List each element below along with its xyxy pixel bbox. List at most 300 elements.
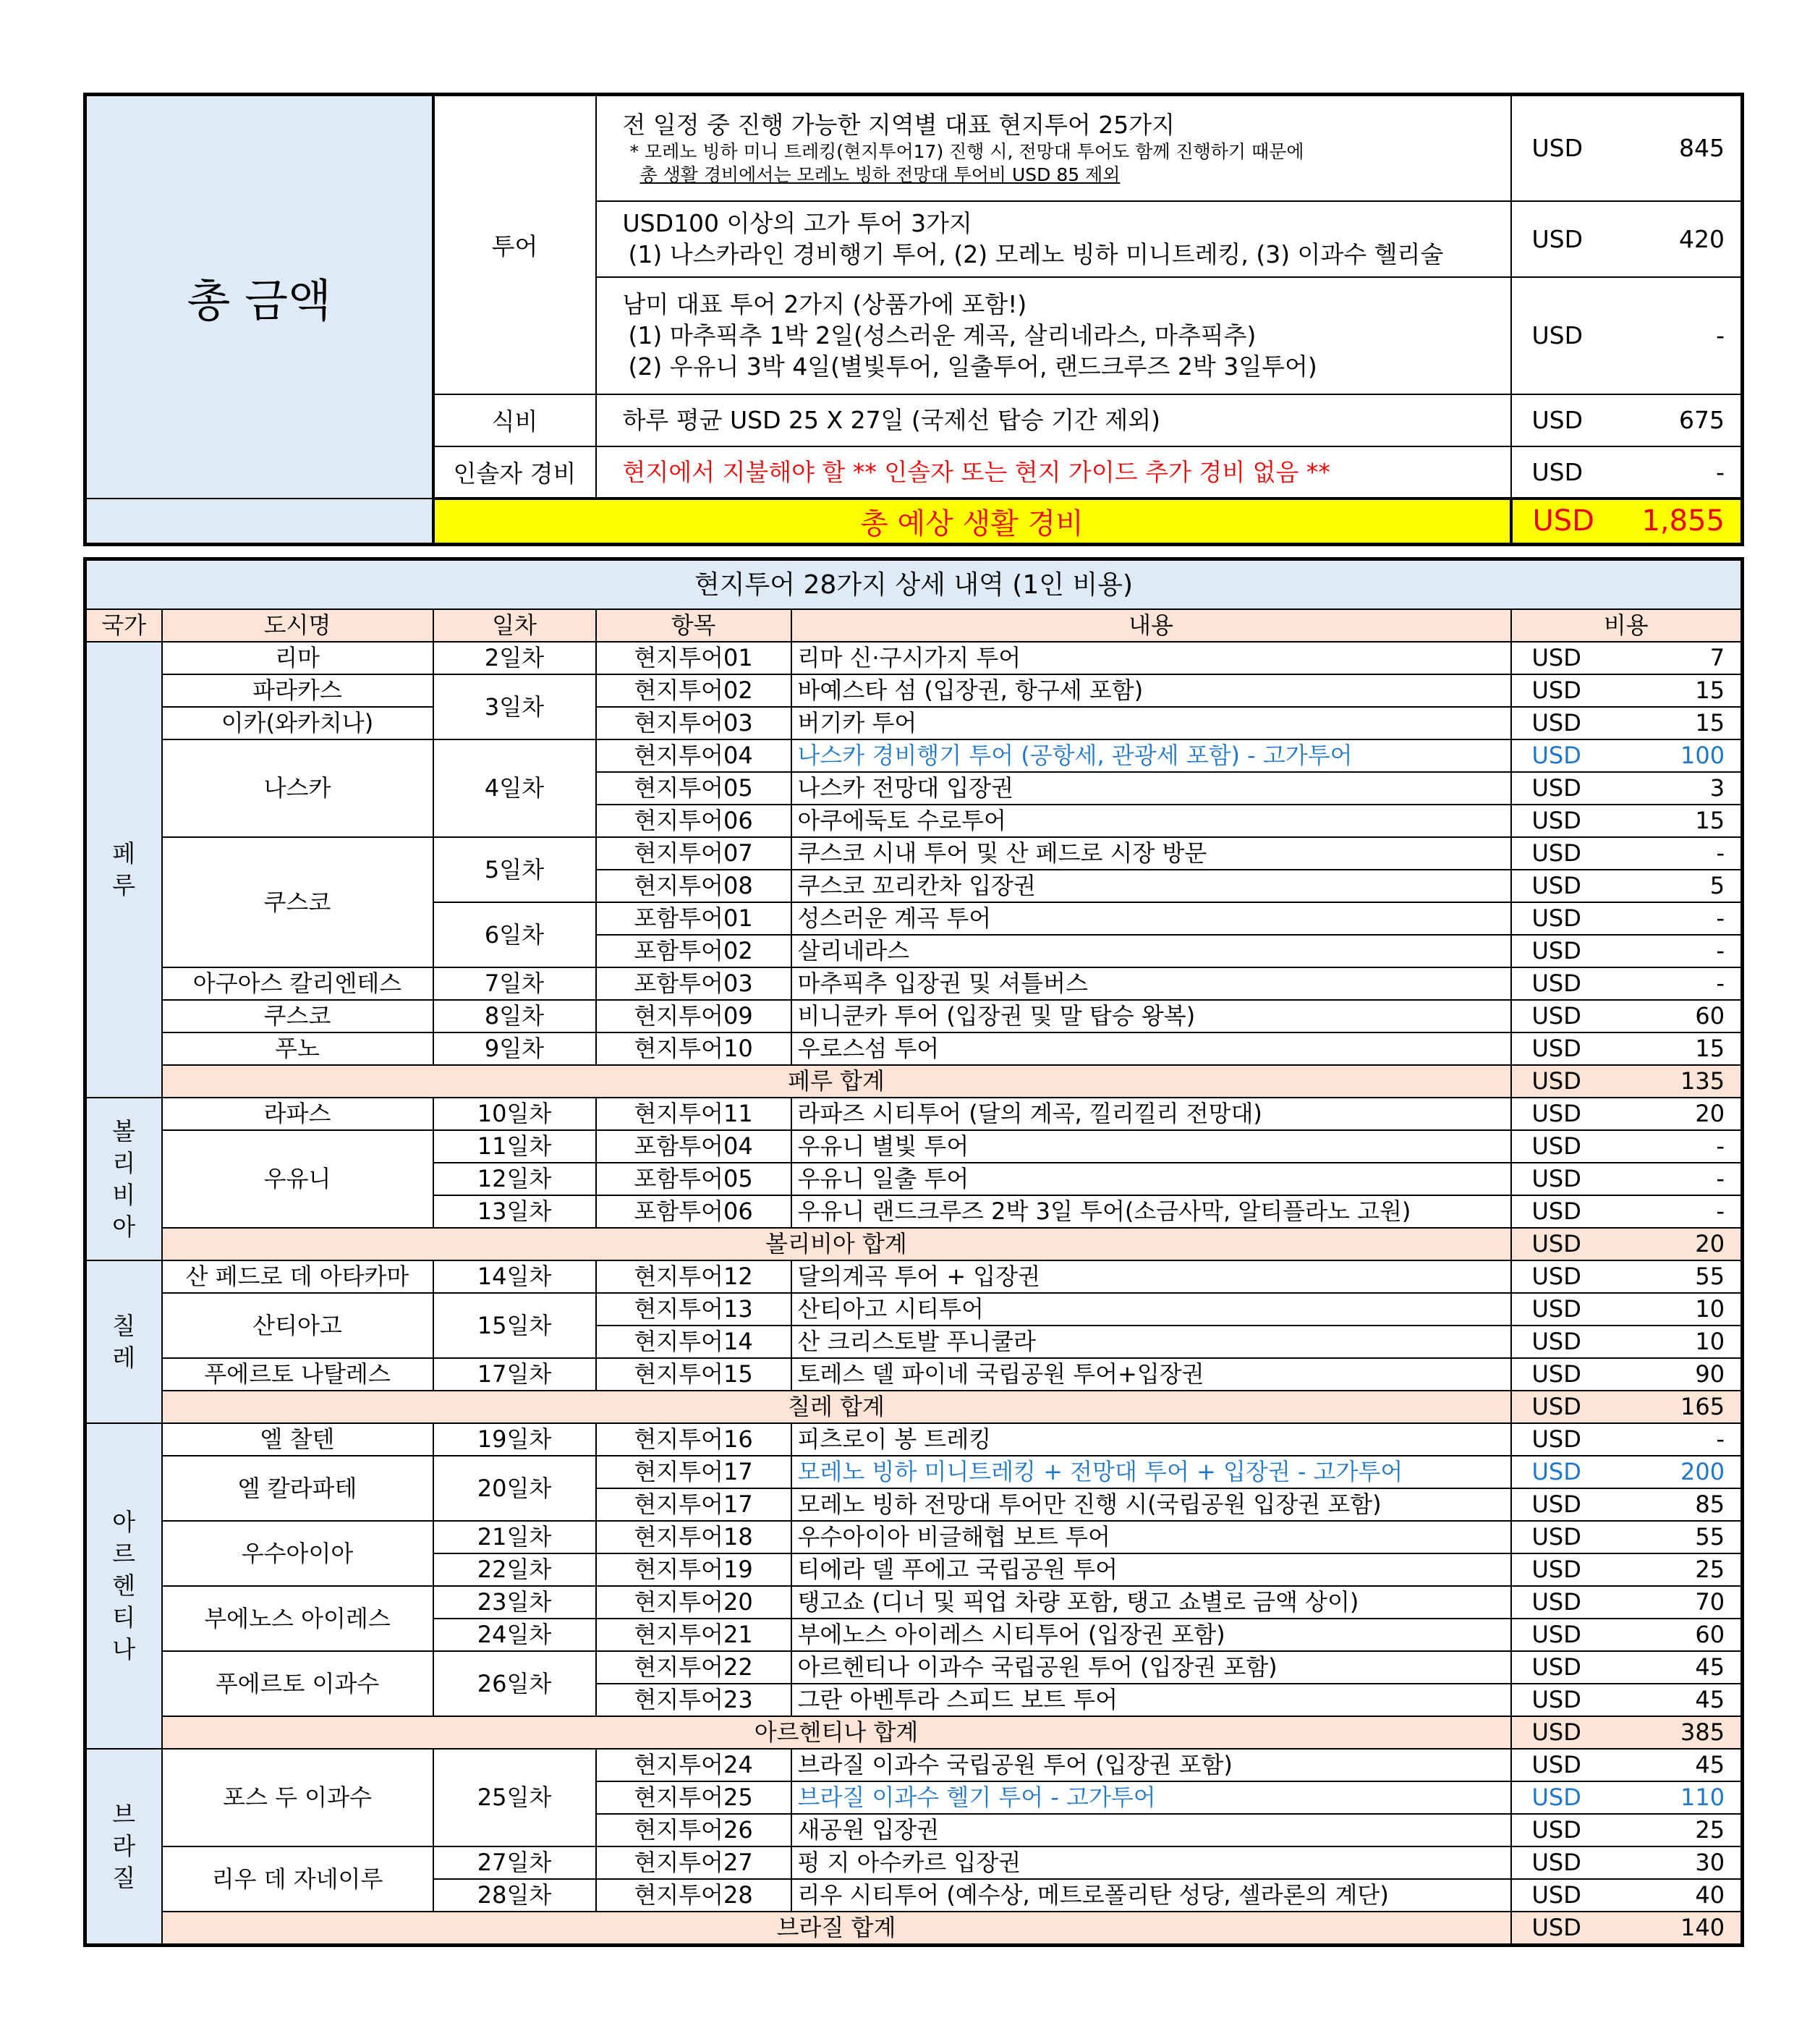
tour-row	[85, 967, 1743, 1000]
amount-value: 60	[1695, 1002, 1725, 1030]
item-cell: 포함투어03	[596, 967, 791, 1000]
content-cell: 새공원 입장권	[791, 1814, 1511, 1846]
cost-cell	[1511, 1163, 1743, 1195]
content-cell: 우유니 별빛 투어	[791, 1130, 1511, 1163]
item-cell: 현지투어13	[596, 1293, 791, 1326]
tour-row	[85, 1586, 1743, 1619]
cost-cell	[1511, 1195, 1743, 1228]
city-cell: 부에노스 아이레스	[162, 1586, 433, 1651]
content-cell: 부에노스 아이레스 시티투어 (입장권 포함)	[791, 1619, 1511, 1651]
summary-desc-2	[596, 201, 1511, 277]
currency-label: USD	[1531, 774, 1581, 802]
currency-label: USD	[1531, 1588, 1581, 1616]
cost-cell	[1511, 902, 1743, 935]
tour-row	[85, 1521, 1743, 1553]
summary-table	[83, 93, 1744, 546]
city-cell: 포스 두 이과수	[162, 1749, 433, 1846]
content-cell: 모레노 빙하 전망대 투어만 진행 시(국립공원 입장권 포함)	[791, 1488, 1511, 1521]
title-filler	[85, 499, 433, 545]
content-cell: 티에라 델 푸에고 국립공원 투어	[791, 1553, 1511, 1586]
cost-cell	[1511, 1326, 1743, 1358]
amount-value: 20	[1695, 1230, 1725, 1258]
amount-value: 140	[1680, 1914, 1725, 1941]
cost-cell	[1511, 1000, 1743, 1032]
tour-row	[85, 707, 1743, 739]
day-cell: 23일차	[433, 1586, 596, 1619]
item-cell: 현지투어25	[596, 1781, 791, 1814]
amount-value: -	[1716, 839, 1725, 867]
currency-label: USD	[1531, 1360, 1581, 1388]
country-cell: 칠 레	[85, 1260, 162, 1423]
summary-desc-line: (2) 우유니 3박 4일(별빛투어, 일출투어, 랜드크루즈 2박 3일투어)	[628, 352, 1317, 381]
tour-row	[85, 1749, 1743, 1781]
content-cell: 나스카 경비행기 투어 (공항세, 관광세 포함) - 고가투어	[791, 739, 1511, 772]
content-cell: 피츠로이 봉 트레킹	[791, 1423, 1511, 1456]
city-cell: 우수아이아	[162, 1521, 433, 1586]
cost-cell	[1511, 1130, 1743, 1163]
content-cell: 토레스 델 파이네 국립공원 투어+입장권	[791, 1358, 1511, 1391]
amount-value: 15	[1695, 709, 1725, 737]
tour-row	[85, 1260, 1743, 1293]
tour-row	[85, 1423, 1743, 1456]
amount-value: 200	[1680, 1458, 1725, 1485]
currency-label: USD	[1531, 1556, 1581, 1583]
subtotal-row	[85, 1716, 1743, 1749]
currency-label: USD	[1531, 1784, 1581, 1811]
day-cell: 15일차	[433, 1293, 596, 1358]
tour-row	[85, 1358, 1743, 1391]
country-cell: 아 르 헨 티 나	[85, 1423, 162, 1749]
country-cell: 브 라 질	[85, 1749, 162, 1946]
amount-value: 15	[1695, 677, 1725, 704]
item-cell: 현지투어05	[596, 772, 791, 805]
currency-label: USD	[1531, 1653, 1581, 1681]
day-cell: 17일차	[433, 1358, 596, 1391]
amount-value: -	[1716, 1197, 1725, 1225]
city-cell: 리마	[162, 642, 433, 674]
city-cell: 라파스	[162, 1098, 433, 1130]
cost-cell	[1511, 1619, 1743, 1651]
cost-cell	[1511, 935, 1743, 967]
content-cell: 아쿠에둑토 수로투어	[791, 805, 1511, 837]
day-cell: 8일차	[433, 1000, 596, 1032]
subtotal-row	[85, 1912, 1743, 1946]
subtotal-label: 페루 합계	[162, 1065, 1511, 1098]
day-cell: 24일차	[433, 1619, 596, 1651]
currency-label: USD	[1531, 1425, 1581, 1453]
content-cell: 마추픽추 입장권 및 셔틀버스	[791, 967, 1511, 1000]
day-cell: 14일차	[433, 1260, 596, 1293]
content-cell: 우유니 랜드크루즈 2박 3일 투어(소금사막, 알티플라노 고원)	[791, 1195, 1511, 1228]
amount-value: 10	[1695, 1328, 1725, 1355]
content-cell: 바예스타 섬 (입장권, 항구세 포함)	[791, 674, 1511, 707]
amount-value: -	[1716, 937, 1725, 964]
amount-value: 845	[1679, 134, 1725, 163]
currency-label: USD	[1531, 1458, 1581, 1485]
cost-cell	[1511, 1553, 1743, 1586]
amount-value: -	[1716, 904, 1725, 932]
tour-detail-table	[83, 557, 1744, 1947]
cost-cell	[1511, 1260, 1743, 1293]
cost-cell	[1511, 1749, 1743, 1781]
summary-desc-line: 남미 대표 투어 2가지 (상품가에 포함!)	[622, 290, 1027, 318]
cost-cell	[1511, 1586, 1743, 1619]
amount-value: 45	[1695, 1686, 1725, 1713]
summary-desc-line: (1) 나스카라인 경비행기 투어, (2) 모레노 빙하 미니트레킹, (3) 이과수 헬리술	[628, 240, 1444, 268]
currency-label: USD	[1531, 1165, 1581, 1192]
day-cell: 25일차	[433, 1749, 596, 1846]
currency-label: USD	[1531, 1132, 1581, 1160]
item-cell: 현지투어28	[596, 1879, 791, 1912]
tour-row	[85, 1000, 1743, 1032]
amount-value: 15	[1695, 807, 1725, 834]
amount-value: 85	[1695, 1490, 1725, 1518]
subtotal-cost	[1511, 1912, 1743, 1946]
currency-label: USD	[1531, 1621, 1581, 1648]
currency-label: USD	[1531, 1816, 1581, 1844]
item-cell: 현지투어04	[596, 739, 791, 772]
tour-category-label: 투어	[433, 95, 596, 394]
tour-row	[85, 739, 1743, 772]
amount-value: 45	[1695, 1653, 1725, 1681]
amount-value: 55	[1695, 1263, 1725, 1290]
amount-value: 15	[1695, 1035, 1725, 1062]
amount-value: 385	[1680, 1718, 1725, 1746]
day-cell: 12일차	[433, 1163, 596, 1195]
currency-label: USD	[1531, 1881, 1581, 1909]
content-cell: 그란 아벤투라 스피드 보트 투어	[791, 1684, 1511, 1716]
amount-value: 5	[1709, 872, 1725, 899]
day-cell: 7일차	[433, 967, 596, 1000]
item-cell: 현지투어17	[596, 1488, 791, 1521]
cost-cell	[1511, 837, 1743, 870]
amount-value: 45	[1695, 1751, 1725, 1778]
amount-value: 1,855	[1641, 504, 1725, 538]
summary-cost-3	[1511, 277, 1743, 394]
content-cell: 아르헨티나 이과수 국립공원 투어 (입장권 포함)	[791, 1651, 1511, 1684]
amount-value: -	[1716, 457, 1725, 486]
city-cell: 산 페드로 데 아타카마	[162, 1260, 433, 1293]
amount-value: 10	[1695, 1295, 1725, 1323]
country-cell: 볼 리 비 아	[85, 1098, 162, 1260]
currency-label: USD	[1531, 1035, 1581, 1062]
content-cell: 비니쿤카 투어 (입장권 및 말 탑승 왕복)	[791, 1000, 1511, 1032]
amount-value: -	[1716, 1425, 1725, 1453]
currency-label: USD	[1531, 937, 1581, 964]
total-expense-label: 총 예상 생활 경비	[433, 499, 1511, 545]
content-cell: 쿠스코 시내 투어 및 산 페드로 시장 방문	[791, 837, 1511, 870]
currency-label: USD	[1531, 970, 1581, 997]
subtotal-row	[85, 1391, 1743, 1423]
item-cell: 현지투어03	[596, 707, 791, 739]
tour-row	[85, 674, 1743, 707]
content-cell: 리마 신·구시가지 투어	[791, 642, 1511, 674]
item-cell: 포함투어04	[596, 1130, 791, 1163]
header-cost: 비용	[1511, 609, 1743, 642]
item-cell: 현지투어10	[596, 1032, 791, 1065]
content-cell: 살리네라스	[791, 935, 1511, 967]
subtotal-row	[85, 1228, 1743, 1260]
cost-cell	[1511, 1879, 1743, 1912]
content-cell: 달의계곡 투어 + 입장권	[791, 1260, 1511, 1293]
tour-row	[85, 1846, 1743, 1879]
city-cell: 우유니	[162, 1130, 433, 1228]
city-cell: 파라카스	[162, 674, 433, 707]
amount-value: -	[1716, 970, 1725, 997]
currency-label: USD	[1531, 321, 1584, 349]
cost-cell	[1511, 1293, 1743, 1326]
content-cell: 라파즈 시티투어 (달의 계곡, 낄리낄리 전망대)	[791, 1098, 1511, 1130]
summary-desc-1	[596, 95, 1511, 201]
amount-value: 25	[1695, 1556, 1725, 1583]
item-cell: 현지투어11	[596, 1098, 791, 1130]
cost-cell	[1511, 642, 1743, 674]
cost-cell	[1511, 674, 1743, 707]
tour-row	[85, 1456, 1743, 1488]
total-expense-amount	[1511, 499, 1743, 545]
currency-label: USD	[1531, 1751, 1581, 1778]
day-cell: 28일차	[433, 1879, 596, 1912]
tour-row	[85, 837, 1743, 870]
amount-value: 70	[1695, 1588, 1725, 1616]
guide-category-label: 인솔자 경비	[433, 446, 596, 499]
city-cell: 아구아스 칼리엔테스	[162, 967, 433, 1000]
summary-note: * 모레노 빙하 미니 트레킹(현지투어17) 진행 시, 전망대 투어도 함께 진행하기 때문에	[629, 141, 1304, 163]
day-cell: 5일차	[433, 837, 596, 902]
tour-row	[85, 1032, 1743, 1065]
header-content: 내용	[791, 609, 1511, 642]
city-cell: 산티아고	[162, 1293, 433, 1358]
city-cell: 리우 데 자네이루	[162, 1846, 433, 1912]
currency-label: USD	[1531, 1686, 1581, 1713]
content-cell: 브라질 이과수 헬기 투어 - 고가투어	[791, 1781, 1511, 1814]
summary-cost-4	[1511, 394, 1743, 446]
tour-row	[85, 1098, 1743, 1130]
amount-value: -	[1716, 321, 1725, 349]
cost-cell	[1511, 1423, 1743, 1456]
amount-value: 110	[1680, 1784, 1725, 1811]
city-cell: 푸에르토 이과수	[162, 1651, 433, 1716]
cost-cell	[1511, 1358, 1743, 1391]
cost-cell	[1511, 1651, 1743, 1684]
item-cell: 현지투어09	[596, 1000, 791, 1032]
item-cell: 포함투어05	[596, 1163, 791, 1195]
content-cell: 쿠스코 꼬리칸차 입장권	[791, 870, 1511, 902]
tour-row	[85, 1130, 1743, 1163]
day-cell: 10일차	[433, 1098, 596, 1130]
summary-desc-5: 현지에서 지불해야 할 ** 인솔자 또는 현지 가이드 추가 경비 없음 **	[596, 446, 1511, 499]
summary-desc-3	[596, 277, 1511, 394]
day-cell: 6일차	[433, 902, 596, 967]
city-cell: 쿠스코	[162, 837, 433, 967]
item-cell: 현지투어24	[596, 1749, 791, 1781]
currency-label: USD	[1531, 1263, 1581, 1290]
currency-label: USD	[1531, 1328, 1581, 1355]
cost-cell	[1511, 1488, 1743, 1521]
item-cell: 현지투어01	[596, 642, 791, 674]
subtotal-cost	[1511, 1391, 1743, 1423]
currency-label: USD	[1531, 1197, 1581, 1225]
item-cell: 현지투어06	[596, 805, 791, 837]
city-cell: 이카(와카치나)	[162, 707, 433, 739]
day-cell: 26일차	[433, 1651, 596, 1716]
amount-value: 3	[1709, 774, 1725, 802]
subtotal-row	[85, 1065, 1743, 1098]
tour-row	[85, 642, 1743, 674]
header-country: 국가	[85, 609, 162, 642]
currency-label: USD	[1531, 904, 1581, 932]
currency-label: USD	[1531, 457, 1584, 486]
cost-cell	[1511, 1814, 1743, 1846]
day-cell: 13일차	[433, 1195, 596, 1228]
currency-label: USD	[1531, 872, 1581, 899]
amount-value: 165	[1680, 1393, 1725, 1420]
currency-label: USD	[1531, 224, 1584, 253]
amount-value: 90	[1695, 1360, 1725, 1388]
content-cell: 성스러운 계곡 투어	[791, 902, 1511, 935]
item-cell: 현지투어02	[596, 674, 791, 707]
content-cell: 브라질 이과수 국립공원 투어 (입장권 포함)	[791, 1749, 1511, 1781]
cost-cell	[1511, 805, 1743, 837]
item-cell: 현지투어18	[596, 1521, 791, 1553]
total-amount-title: 총 금액	[85, 95, 433, 499]
amount-value: 60	[1695, 1621, 1725, 1648]
currency-label: USD	[1531, 134, 1584, 163]
country-cell: 페 루	[85, 642, 162, 1098]
amount-value: -	[1716, 1165, 1725, 1192]
summary-note: 총 생활 경비에서는 모레노 빙하 전망대 투어비 USD 85 제외	[639, 164, 1121, 186]
cost-cell	[1511, 1032, 1743, 1065]
amount-value: 135	[1680, 1067, 1725, 1095]
amount-value: 55	[1695, 1523, 1725, 1551]
summary-cost-5	[1511, 446, 1743, 499]
day-cell: 4일차	[433, 739, 596, 837]
city-cell: 푸에르토 나탈레스	[162, 1358, 433, 1391]
content-cell: 나스카 전망대 입장권	[791, 772, 1511, 805]
currency-label: USD	[1531, 406, 1584, 434]
currency-label: USD	[1532, 504, 1594, 538]
summary-desc-4: 하루 평균 USD 25 X 27일 (국제선 탑승 기간 제외)	[596, 394, 1511, 446]
currency-label: USD	[1531, 709, 1581, 737]
cost-cell	[1511, 1521, 1743, 1553]
summary-cost-1	[1511, 95, 1743, 201]
subtotal-label: 브라질 합계	[162, 1912, 1511, 1946]
amount-value: -	[1716, 1132, 1725, 1160]
item-cell: 현지투어12	[596, 1260, 791, 1293]
content-cell: 우로스섬 투어	[791, 1032, 1511, 1065]
cost-cell	[1511, 1846, 1743, 1879]
amount-value: 20	[1695, 1100, 1725, 1127]
content-cell: 우유니 일출 투어	[791, 1163, 1511, 1195]
cost-cell	[1511, 870, 1743, 902]
currency-label: USD	[1531, 1230, 1581, 1258]
currency-label: USD	[1531, 1849, 1581, 1876]
item-cell: 현지투어15	[596, 1358, 791, 1391]
item-cell: 포함투어02	[596, 935, 791, 967]
cost-cell	[1511, 707, 1743, 739]
subtotal-cost	[1511, 1716, 1743, 1749]
subtotal-label: 볼리비아 합계	[162, 1228, 1511, 1260]
currency-label: USD	[1531, 1393, 1581, 1420]
day-cell: 27일차	[433, 1846, 596, 1879]
content-cell: 리우 시티투어 (예수상, 메트로폴리탄 성당, 셀라론의 계단)	[791, 1879, 1511, 1912]
currency-label: USD	[1531, 1490, 1581, 1518]
subtotal-cost	[1511, 1065, 1743, 1098]
item-cell: 현지투어19	[596, 1553, 791, 1586]
day-cell: 2일차	[433, 642, 596, 674]
content-cell: 버기카 투어	[791, 707, 1511, 739]
currency-label: USD	[1531, 742, 1581, 769]
day-cell: 19일차	[433, 1423, 596, 1456]
amount-value: 40	[1695, 1881, 1725, 1909]
summary-desc-line: USD100 이상의 고가 투어 3가지	[622, 209, 972, 237]
currency-label: USD	[1531, 677, 1581, 704]
amount-value: 25	[1695, 1816, 1725, 1844]
header-item: 항목	[596, 609, 791, 642]
cost-cell	[1511, 1781, 1743, 1814]
currency-label: USD	[1531, 1100, 1581, 1127]
day-cell: 22일차	[433, 1553, 596, 1586]
day-cell: 20일차	[433, 1456, 596, 1521]
currency-label: USD	[1531, 1067, 1581, 1095]
currency-label: USD	[1531, 644, 1581, 671]
item-cell: 현지투어17	[596, 1456, 791, 1488]
currency-label: USD	[1531, 1002, 1581, 1030]
amount-value: 675	[1679, 406, 1725, 434]
currency-label: USD	[1531, 1718, 1581, 1746]
city-cell: 푸노	[162, 1032, 433, 1065]
amount-value: 7	[1709, 644, 1725, 671]
amount-value: 30	[1695, 1849, 1725, 1876]
item-cell: 포함투어06	[596, 1195, 791, 1228]
summary-desc-line: 전 일정 중 진행 가능한 지역별 대표 현지투어 25가지	[622, 111, 1175, 140]
amount-value: 100	[1680, 742, 1725, 769]
city-cell: 엘 찰텐	[162, 1423, 433, 1456]
content-cell: 우수아이아 비글해협 보트 투어	[791, 1521, 1511, 1553]
day-cell: 11일차	[433, 1130, 596, 1163]
cost-cell	[1511, 1098, 1743, 1130]
currency-label: USD	[1531, 839, 1581, 867]
currency-label: USD	[1531, 1914, 1581, 1941]
content-cell: 탱고쇼 (디너 및 픽업 차량 포함, 탱고 쇼별로 금액 상이)	[791, 1586, 1511, 1619]
cost-cell	[1511, 739, 1743, 772]
cost-cell	[1511, 1456, 1743, 1488]
day-cell: 21일차	[433, 1521, 596, 1553]
header-city: 도시명	[162, 609, 433, 642]
cost-cell	[1511, 1684, 1743, 1716]
city-cell: 쿠스코	[162, 1000, 433, 1032]
summary-desc-line: (1) 마추픽추 1박 2일(성스러운 계곡, 살리네라스, 마추픽추)	[628, 321, 1257, 349]
item-cell: 포함투어01	[596, 902, 791, 935]
header-day: 일차	[433, 609, 596, 642]
currency-label: USD	[1531, 1295, 1581, 1323]
summary-cost-2	[1511, 201, 1743, 277]
content-cell: 산 크리스토발 푸니쿨라	[791, 1326, 1511, 1358]
item-cell: 현지투어21	[596, 1619, 791, 1651]
tour-row	[85, 1293, 1743, 1326]
cost-cell	[1511, 967, 1743, 1000]
item-cell: 현지투어22	[596, 1651, 791, 1684]
day-cell: 3일차	[433, 674, 596, 739]
subtotal-cost	[1511, 1228, 1743, 1260]
detail-title: 현지투어 28가지 상세 내역 (1인 비용)	[85, 559, 1743, 610]
content-cell: 펑 지 아수카르 입장권	[791, 1846, 1511, 1879]
city-cell: 나스카	[162, 739, 433, 837]
item-cell: 현지투어20	[596, 1586, 791, 1619]
currency-label: USD	[1531, 1523, 1581, 1551]
item-cell: 현지투어27	[596, 1846, 791, 1879]
item-cell: 현지투어26	[596, 1814, 791, 1846]
